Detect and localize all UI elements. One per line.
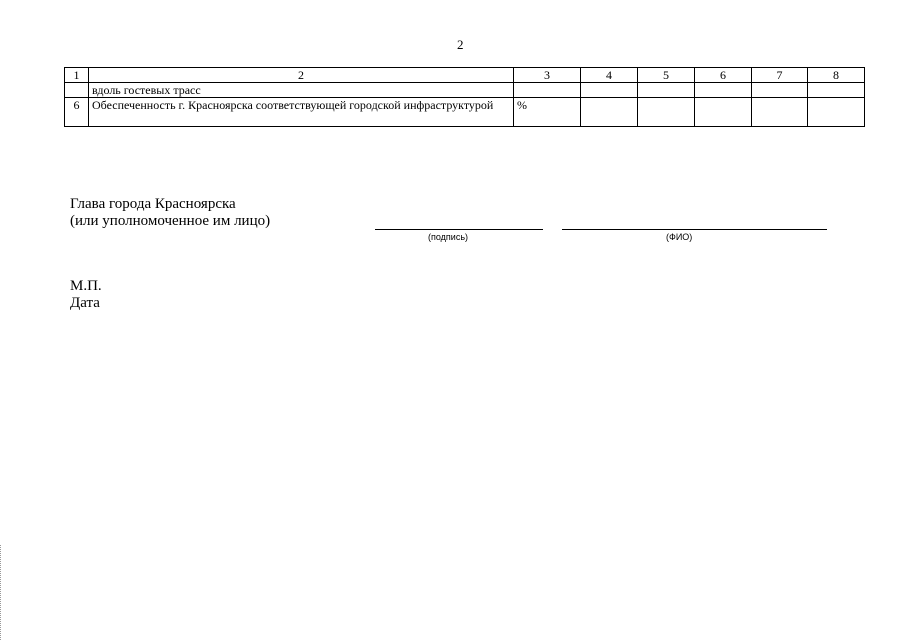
header-cell: 7 xyxy=(752,68,808,83)
row-cell xyxy=(752,98,808,127)
date-label: Дата xyxy=(70,295,100,311)
scan-edge-mark xyxy=(0,545,3,640)
row-unit xyxy=(514,83,581,98)
stamp-block xyxy=(70,278,102,312)
header-cell: 4 xyxy=(581,68,638,83)
row-cell xyxy=(808,83,865,98)
signatory-title-line1: Глава города Красноярска xyxy=(70,196,236,212)
name-line xyxy=(562,229,827,230)
signatory-title xyxy=(70,196,270,230)
table-header-row xyxy=(65,68,865,83)
row-unit: % xyxy=(514,98,581,127)
row-name: Обеспеченность г. Красноярска соответствующей городской инфраструктурой xyxy=(89,98,514,127)
row-name: вдоль гостевых трасс xyxy=(89,83,514,98)
row-cell xyxy=(581,98,638,127)
row-number: 6 xyxy=(65,98,89,127)
signature-line xyxy=(375,229,543,230)
table-row xyxy=(65,83,865,98)
row-cell xyxy=(581,83,638,98)
table-row xyxy=(65,98,865,127)
stamp-label: М.П. xyxy=(70,278,102,294)
signature-caption: (подпись) xyxy=(428,232,469,242)
row-cell xyxy=(638,83,695,98)
name-caption: (ФИО) xyxy=(666,232,693,242)
row-cell xyxy=(638,98,695,127)
row-cell xyxy=(695,83,752,98)
page-number: 2 xyxy=(457,37,464,52)
header-cell: 3 xyxy=(514,68,581,83)
row-cell xyxy=(695,98,752,127)
header-cell: 1 xyxy=(65,68,89,83)
header-cell: 8 xyxy=(808,68,865,83)
header-cell: 6 xyxy=(695,68,752,83)
row-cell xyxy=(808,98,865,127)
indicator-table xyxy=(64,67,865,127)
signatory-title-line2: (или уполномоченное им лицо) xyxy=(70,213,271,229)
header-cell: 2 xyxy=(89,68,514,83)
row-number xyxy=(65,83,89,98)
row-cell xyxy=(752,83,808,98)
header-cell: 5 xyxy=(638,68,695,83)
